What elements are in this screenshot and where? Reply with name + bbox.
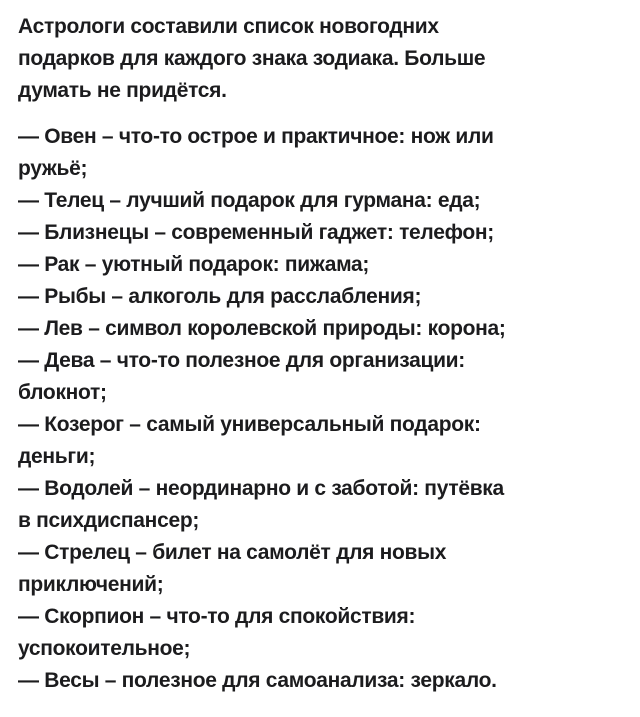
list-item-virgo [18,345,624,409]
bullet-dash: — [18,477,39,500]
list-item-text: Дева – что-то полезное для организации: блокнот; [18,349,465,404]
list-item-text: Рак – уютный подарок: пижама; [38,253,370,276]
bullet-dash: — [18,253,39,276]
list-item-text: Телец – лучший подарок для гурмана: еда; [38,189,481,212]
bullet-dash: — [18,125,39,148]
bullet-dash: — [18,669,39,692]
list-item-libra [18,665,624,697]
gift-list [18,121,624,697]
list-item-text: Весы – полезное для самоанализа: зеркало. [38,669,497,692]
list-item-text: Водолей – неординарно и с заботой: путёвка в психдиспансер; [18,477,504,532]
post-intro: Астрологи составили список новогодних подарков для каждого знака зодиака. Больше думать не придётся. [18,15,486,102]
bullet-dash: — [18,413,39,436]
bullet-dash: — [18,541,39,564]
bullet-dash: — [18,221,39,244]
post-text [18,11,624,697]
list-item-gemini [18,217,624,249]
list-item-aquarius [18,473,624,537]
list-item-leo [18,313,624,345]
bullet-dash: — [18,605,39,628]
list-item-aries [18,121,624,185]
list-item-text: Лев – символ королевской природы: корона; [38,317,506,340]
list-item-text: Рыбы – алкоголь для расслабления; [38,285,422,308]
list-item-capricorn [18,409,624,473]
list-item-text: Скорпион – что-то для спокойствия: успокоительное; [18,605,416,660]
list-item-sagittarius [18,537,624,601]
list-item-cancer [18,249,624,281]
list-item-text: Овен – что-то острое и практичное: нож или ружьё; [18,125,494,180]
bullet-dash: — [18,285,39,308]
bullet-dash: — [18,349,39,372]
list-item-text: Стрелец – билет на самолёт для новых приключений; [18,541,447,596]
bullet-dash: — [18,317,39,340]
list-item-text: Козерог – самый универсальный подарок: деньги; [18,413,481,468]
list-item-pisces [18,281,624,313]
list-item-text: Близнецы – современный гаджет: телефон; [38,221,494,244]
bullet-dash: — [18,189,39,212]
list-item-taurus [18,185,624,217]
list-item-scorpio [18,601,624,665]
